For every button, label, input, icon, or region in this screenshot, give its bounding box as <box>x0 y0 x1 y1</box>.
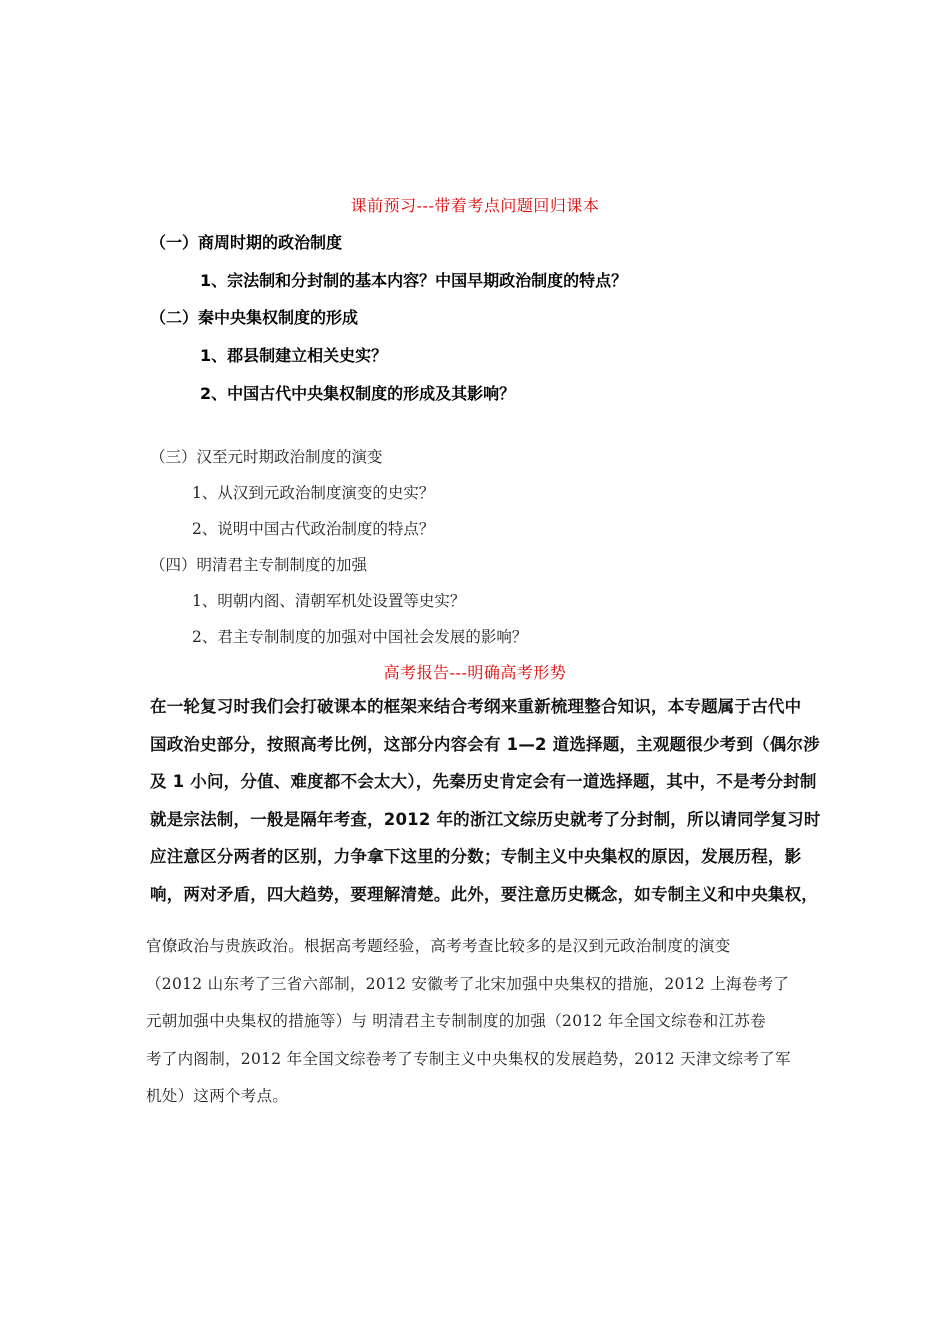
bold-line: 及 1 小问，分值、难度都不会太大），先秦历史肯定会有一道选择题，其中，不是考分封制 <box>150 772 817 791</box>
heading-qin-centralization: （二）秦中央集权制度的形成 <box>150 308 359 327</box>
question-junxian: 1、郡县制建立相关史实？ <box>200 346 388 365</box>
bold-line: 就是宗法制，一般是隔年考查，2012 年的浙江文综历史就考了分封制，所以请同学复习时 <box>150 809 821 829</box>
question-han-yuan-facts: 1、从汉到元政治制度演变的史实？ <box>192 484 435 502</box>
report-normal-paragraph <box>146 928 816 1116</box>
question-zongfa-fenfeng: 1、宗法制和分封制的基本内容？中国早期政治制度的特点？ <box>200 271 628 290</box>
question-ancient-features: 2、说明中国古代政治制度的特点？ <box>192 520 435 538</box>
question-neige-junjichu: 1、明朝内阁、清朝军机处设置等史实？ <box>192 592 466 610</box>
normal-line: 官僚政治与贵族政治。根据高考题经验，高考考查比较多的是汉到元政治制度的演变 <box>146 937 731 955</box>
bold-line: 国政治史部分，按照高考比例，这部分内容会有 1—2 道选择题，主观题很少考到（偶尔涉 <box>150 734 820 754</box>
bold-line: 在一轮复习时我们会打破课本的框架来结合考纲来重新梳理整合知识，本专题属于古代中 <box>150 697 802 716</box>
bold-line: 应注意区分两者的区别，力争拿下这里的分数；专制主义中央集权的原因，发展历程，影 <box>150 847 802 866</box>
normal-line: 机处）这两个考点。 <box>146 1087 289 1105</box>
normal-line: 元朝加强中央集权的措施等）与 明清君主专制制度的加强（2012 年全国文综卷和江苏卷 <box>146 1012 766 1030</box>
preview-section-title: 课前预习---带着考点问题回归课本 <box>350 196 600 215</box>
heading-ming-qing: （四）明清君主专制制度的加强 <box>150 556 368 574</box>
normal-line: 考了内阁制，2012 年全国文综卷考了专制主义中央集权的发展趋势，2012 天津文综考了军 <box>146 1049 791 1068</box>
question-centralization-impact: 2、中国古代中央集权制度的形成及其影响？ <box>200 384 516 403</box>
heading-shang-zhou: （一）商周时期的政治制度 <box>150 233 343 252</box>
bold-line: 响，两对矛盾，四大趋势，要理解清楚。此外，要注意历史概念，如专制主义和中央集权， <box>150 884 818 904</box>
heading-han-yuan: （三）汉至元时期政治制度的演变 <box>150 448 383 466</box>
question-autocracy-impact: 2、君主专制制度的加强对中国社会发展的影响？ <box>192 628 528 646</box>
report-section-title: 高考报告---明确高考形势 <box>383 663 567 682</box>
report-bold-paragraph <box>150 688 820 913</box>
normal-line: （2012 山东考了三省六部制，2012 安徽考了北宋加强中央集权的措施，2012 上海卷考了 <box>146 974 790 993</box>
